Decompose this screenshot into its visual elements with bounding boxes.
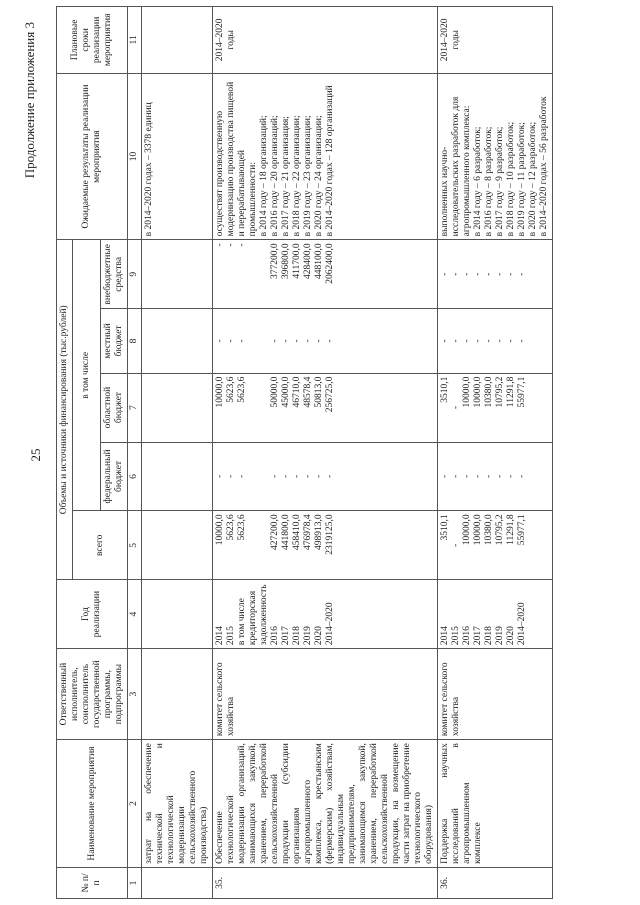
program-table <box>56 6 553 899</box>
amount: - <box>495 474 505 479</box>
table-row <box>213 7 438 899</box>
col-number: 2 <box>128 740 142 868</box>
col-number: 6 <box>128 442 142 511</box>
amount: 3510,1 <box>440 514 450 541</box>
year-value: 2020 <box>506 626 516 646</box>
regional-cell <box>438 373 553 442</box>
result-line: в 2020 году – 24 организации; <box>314 115 324 237</box>
result-line: в 2018 году – 22 организации; <box>292 115 302 237</box>
result-line: в 2014 году – 18 организаций; <box>259 115 269 237</box>
header-executor: Ответственный исполнитель, соисполнитель государственной программы, подпрограммы <box>57 649 128 740</box>
amount: 55977,1 <box>517 376 527 408</box>
executor: комитет сельского хозяйства <box>438 649 553 740</box>
year-value: 2014 <box>215 626 225 646</box>
amount: 3510,1 <box>440 376 450 403</box>
regional-cell <box>213 373 438 442</box>
amount: - <box>484 339 494 343</box>
local-cell <box>438 309 553 373</box>
result-line: в 2014–2020 годах – 128 организаций <box>325 85 335 237</box>
amount: - <box>451 543 461 547</box>
year-value: 2017 <box>281 626 291 646</box>
offbudget-cell <box>438 240 553 309</box>
amount: - <box>462 339 472 343</box>
amount: - <box>473 339 483 343</box>
amount: 428400,0 <box>303 243 313 279</box>
amount: - <box>462 474 472 479</box>
header-total: всего <box>73 511 128 580</box>
continuation-name: затрат на обеспечение технической и технологической модернизации сельскохозяйственного производства) <box>142 740 213 868</box>
col-number: 9 <box>128 240 142 309</box>
amount: - <box>440 474 450 479</box>
measure-name: Обеспечение технологической модернизации организаций, занимающихся закупкой, хранением, переработкой сельскохозяйственной продукции (субсидии организациям агропромышленного комплекса, крестьянским (фермерским) хозяйствам, индивидуальным предпринимателям, занимающимся закупкой, хранением, переработкой сельскохозяйственной продукции, на возмещение части затрат на приобретение технологического оборудования) <box>213 740 438 868</box>
offbudget-cell <box>213 240 438 309</box>
results-cell <box>438 73 553 240</box>
amount: 10795,2 <box>495 376 505 408</box>
header-offbudget: внебюджетные средства <box>101 240 128 309</box>
years-cell <box>438 580 553 649</box>
amount: - <box>292 474 302 479</box>
terms-cell: 2014–2020 годы <box>213 7 438 74</box>
amount: - <box>215 243 225 247</box>
result-line: осуществят производственную модернизацию производства пищевой и перерабатывающей промышленности: <box>215 81 258 237</box>
col-number: 8 <box>128 309 142 373</box>
result-line: в 2017 году – 21 организация; <box>281 116 291 237</box>
result-line: в 2020 году – 12 разработок; <box>528 121 538 237</box>
amount: - <box>517 339 527 343</box>
amount: - <box>451 474 461 479</box>
amount: - <box>314 339 324 343</box>
amount: - <box>495 272 505 276</box>
amount: - <box>281 339 291 343</box>
amount: 256725,0 <box>325 376 335 413</box>
appendix-heading: Продолжение приложения 3 <box>22 22 37 179</box>
amount: - <box>303 339 313 343</box>
result-line: в 2014–2020 годах – 56 разработок <box>539 96 549 237</box>
year-value: 2017 <box>473 626 483 646</box>
year-value: 2018 <box>292 626 302 646</box>
result-line: в 2016 году – 8 разработок; <box>484 126 494 237</box>
terms-cell: 2014–2020 годы <box>438 7 553 74</box>
amount: 498913,0 <box>314 514 324 550</box>
amount: 50000,0 <box>270 376 280 408</box>
row-number: 36. <box>438 867 553 898</box>
amount: 427200,0 <box>270 514 280 550</box>
result-line: в 2019 году – 23 организации; <box>303 115 313 237</box>
amount: 2319125,0 <box>325 514 335 555</box>
header-funding-group: Объемы и источники финансирования (тыс.рублей) <box>57 240 73 580</box>
amount: - <box>462 272 472 276</box>
executor: комитет сельского хозяйства <box>213 649 438 740</box>
amount: - <box>226 339 236 343</box>
header-name: Наименование мероприятия <box>57 740 128 868</box>
continuation-num <box>142 867 213 898</box>
amount: - <box>226 243 236 247</box>
amount: 10000,0 <box>215 376 225 408</box>
header-federal: федеральный бюджет <box>101 442 128 511</box>
col-number: 1 <box>128 867 142 898</box>
header-num: № п/п <box>57 867 128 898</box>
amount: - <box>303 474 313 479</box>
col-number: 4 <box>128 580 142 649</box>
result-line: в 2016 году – 20 организаций; <box>270 115 280 237</box>
amount: 10380,0 <box>484 376 494 408</box>
year-value: 2014 <box>440 626 450 646</box>
total-cell <box>438 511 553 580</box>
amount: 448100,0 <box>314 243 324 279</box>
amount: - <box>484 474 494 479</box>
amount: - <box>237 474 247 479</box>
amount: - <box>517 474 527 479</box>
amount: - <box>440 272 450 276</box>
amount: 2062400,0 <box>325 243 335 284</box>
years-cell <box>213 580 438 649</box>
amount: - <box>325 474 335 479</box>
amount: 411700,0 <box>292 243 302 279</box>
header-terms: Плановые сроки реализации мероприятия <box>57 7 128 74</box>
year-value: 2014–2020 <box>517 602 527 646</box>
total-cell <box>213 511 438 580</box>
amount: 10000,0 <box>473 376 483 408</box>
amount: 5623,6 <box>237 376 247 403</box>
amount: 10000,0 <box>462 376 472 408</box>
amount: 11291,8 <box>506 514 516 545</box>
amount: 55977,1 <box>517 514 527 546</box>
col-number: 11 <box>128 7 142 74</box>
amount: - <box>506 474 516 479</box>
amount: 396800,0 <box>281 243 291 279</box>
amount: - <box>484 272 494 276</box>
amount: 458410,0 <box>292 514 302 550</box>
amount: 50813,0 <box>314 376 324 408</box>
amount: - <box>451 272 461 276</box>
result-line: в 2019 году – 11 разработок; <box>517 122 527 237</box>
year-value: 2015 <box>226 626 236 646</box>
header-regional: областной бюджет <box>101 373 128 442</box>
amount: 5623,6 <box>237 514 247 541</box>
amount: 5623,6 <box>226 376 236 403</box>
results-cell <box>213 73 438 240</box>
amount: - <box>270 474 280 479</box>
amount: - <box>451 339 461 343</box>
amount: - <box>451 406 461 410</box>
header-year: Год реализации <box>57 580 128 649</box>
header-incl: в том числе <box>73 240 101 511</box>
amount: 441800,0 <box>281 514 291 550</box>
amount: 45000,0 <box>281 376 291 408</box>
amount: - <box>325 339 335 343</box>
measure-name: Поддержка научных исследований в агропромышленном комплексе <box>438 740 553 868</box>
year-value: 2018 <box>484 626 494 646</box>
continuation-result: в 2014–2020 годах – 3378 единиц <box>142 73 213 240</box>
year-value: в том числе кредиторская задолженность <box>237 584 269 646</box>
col-number: 3 <box>128 649 142 740</box>
year-value: 2020 <box>314 626 324 646</box>
amount: - <box>281 474 291 479</box>
result-line: в 2018 году – 10 разработок; <box>506 121 516 237</box>
amount: 377200,0 <box>270 243 280 279</box>
federal-cell <box>438 442 553 511</box>
amount: - <box>517 272 527 276</box>
result-line: в 2014 году – 6 разработок; <box>473 126 483 237</box>
year-value: 2016 <box>270 626 280 646</box>
local-cell <box>213 309 438 373</box>
year-value: 2015 <box>451 626 461 646</box>
col-number: 7 <box>128 373 142 442</box>
amount: - <box>440 339 450 343</box>
amount: 10000,0 <box>462 514 472 546</box>
continuation-row <box>142 7 213 899</box>
amount: 48578,4 <box>303 376 313 408</box>
col-number: 10 <box>128 73 142 240</box>
result-line: в 2017 году – 9 разработок; <box>495 126 505 237</box>
amount: - <box>473 272 483 276</box>
amount: 46710,0 <box>292 376 302 408</box>
amount: 11291,8 <box>506 376 516 408</box>
result-line: выполненных научно-исследовательских разработок для агропромышленного комплекса: <box>440 96 472 237</box>
federal-cell <box>213 442 438 511</box>
amount: - <box>237 339 247 343</box>
amount: - <box>215 339 225 343</box>
amount: - <box>226 474 236 479</box>
amount: - <box>473 474 483 479</box>
amount: - <box>270 339 280 343</box>
page-number: 25 <box>28 448 43 462</box>
amount: 10380,0 <box>484 514 494 546</box>
amount: - <box>292 339 302 343</box>
header-results: Ожидаемые результаты реализации мероприятия <box>57 73 128 240</box>
amount: - <box>314 474 324 479</box>
amount: - <box>506 272 516 276</box>
column-number-row <box>128 7 142 899</box>
amount: 10000,0 <box>473 514 483 546</box>
amount: 476978,4 <box>303 514 313 550</box>
year-value: 2016 <box>462 626 472 646</box>
table-row <box>438 7 553 899</box>
col-number: 5 <box>128 511 142 580</box>
amount: 10795,2 <box>495 514 505 546</box>
year-value: 2014–2020 <box>325 602 335 646</box>
year-value: 2019 <box>303 626 313 646</box>
amount: - <box>237 243 247 247</box>
row-number: 35. <box>213 867 438 898</box>
header-local: местный бюджет <box>101 309 128 373</box>
amount: 10000,0 <box>215 514 225 546</box>
amount: - <box>215 474 225 479</box>
amount: - <box>495 339 505 343</box>
amount: - <box>506 339 516 343</box>
amount: 5623,6 <box>226 514 236 541</box>
year-value: 2019 <box>495 626 505 646</box>
